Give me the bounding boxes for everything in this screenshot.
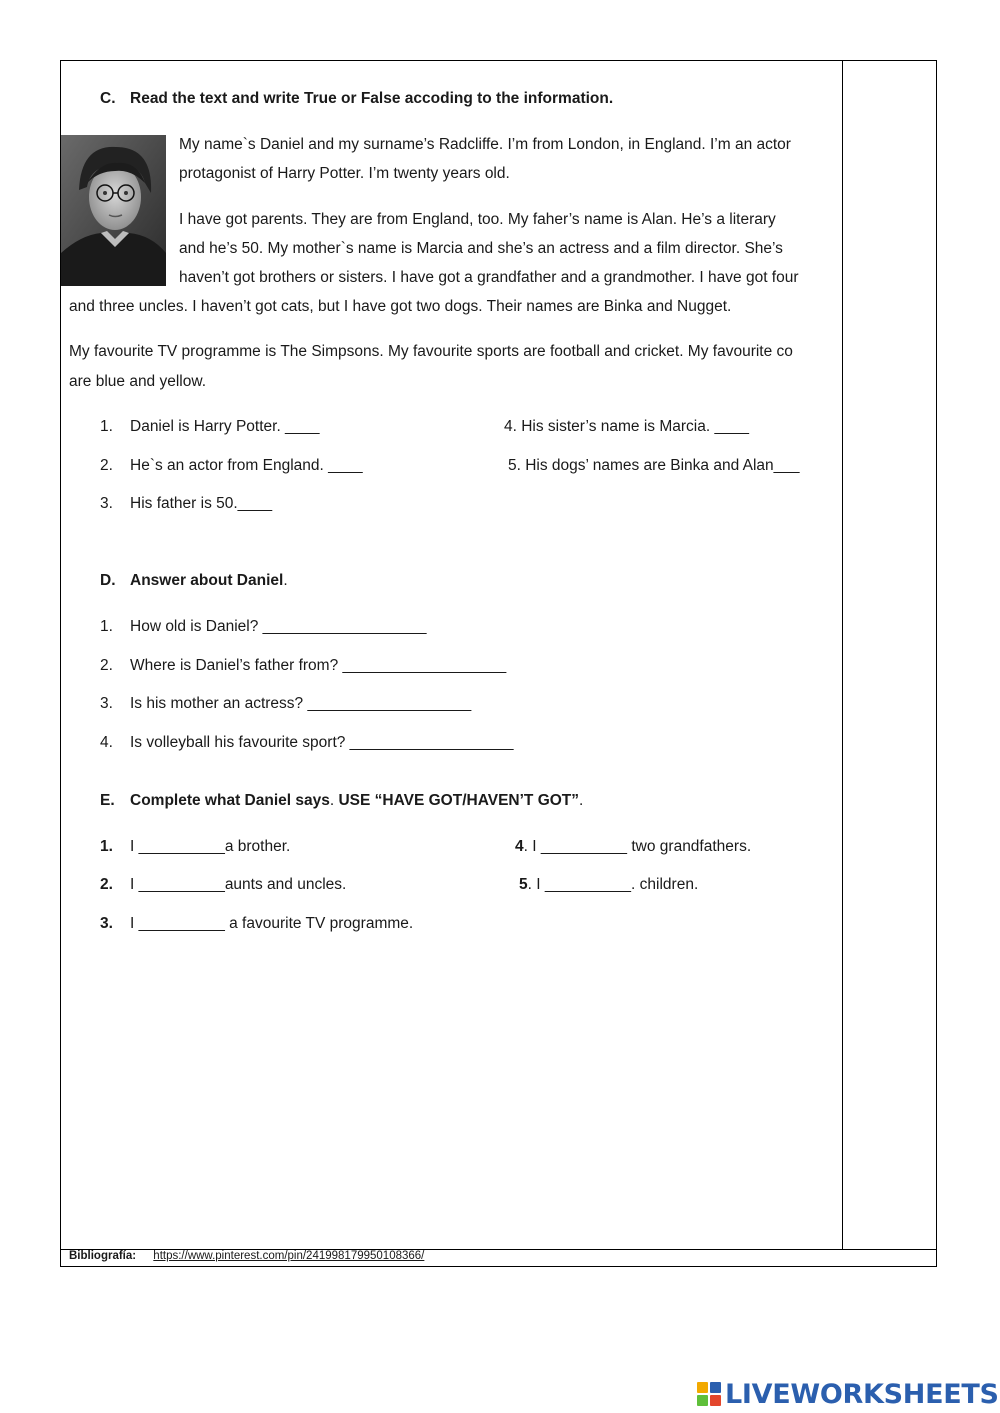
statement-1[interactable]: Daniel is Harry Potter. ____ [130,418,320,435]
logo-square-2 [710,1382,721,1393]
section-e-letter: E. [100,792,115,809]
liveworksheets-logo-icon [697,1382,721,1406]
logo-square-1 [697,1382,708,1393]
question-4-number: 4. [100,734,113,751]
question-3-number: 3. [100,695,113,712]
section-d-title-end: . [283,572,288,589]
statement-5[interactable]: 5. His dogs’ names are Binka and Alan___ [508,457,800,474]
item-5-number: 5 [519,876,528,893]
item-1[interactable]: I __________a brother. [130,838,291,855]
statement-2-number: 2. [100,457,113,474]
logo-square-4 [710,1395,721,1406]
section-c-title: Read the text and write True or False accoding to the information. [130,90,614,107]
item-3-number: 3. [100,915,113,932]
section-d-letter: D. [100,572,116,589]
bibliography-label: Bibliografía: [69,1250,137,1262]
item-4-text: . I __________ two grandfathers. [523,838,752,855]
section-e-title-dot: . [329,792,339,809]
item-3[interactable]: I __________ a favourite TV programme. [130,915,414,932]
section-e-title-end: . [579,792,584,809]
item-5[interactable] [519,876,698,894]
section-c-letter: C. [100,90,116,107]
statement-4[interactable]: 4. His sister’s name is Marcia. ____ [504,418,749,435]
question-2[interactable]: Where is Daniel’s father from? ___________________ [130,657,507,674]
bio-p2-line3: haven’t got brothers or sisters. I have got a grandfather and a grandmother. I have got four [179,269,799,286]
question-1[interactable]: How old is Daniel? ___________________ [130,618,427,635]
question-2-number: 2. [100,657,113,674]
item-1-number: 1. [100,838,113,855]
question-3[interactable]: Is his mother an actress? ___________________ [130,695,472,712]
bibliography [69,1250,424,1262]
statement-1-number: 1. [100,418,113,435]
question-1-number: 1. [100,618,113,635]
bio-p1-line2: protagonist of Harry Potter. I’m twenty years old. [179,165,510,182]
section-d-title: Answer about Daniel [130,572,284,589]
statement-3[interactable]: His father is 50.____ [130,495,273,512]
daniel-photo [61,135,166,286]
bibliography-link[interactable]: https://www.pinterest.com/pin/241998179950108366/ [153,1250,425,1262]
bio-p2-line2: and he’s 50. My mother`s name is Marcia and she’s an actress and a film director. She’s [179,240,783,257]
item-2[interactable]: I __________aunts and uncles. [130,876,347,893]
bio-p3-line2: are blue and yellow. [69,373,207,390]
bio-p2-line4: and three uncles. I haven’t got cats, but I have got two dogs. Their names are Binka and Nugget. [69,298,732,315]
right-column-divider [842,60,843,1250]
bio-p3-line1: My favourite TV programme is The Simpsons. My favourite sports are football and cricket. My favourite co [69,343,793,360]
actor-portrait-image [61,135,166,286]
item-4[interactable] [515,838,751,856]
item-2-number: 2. [100,876,113,893]
section-e-title-b: USE “HAVE GOT/HAVEN’T GOT” [338,792,580,809]
logo-square-3 [697,1395,708,1406]
liveworksheets-logo-text: LIVEWORKSHEETS [725,1378,999,1410]
section-e-heading [130,792,583,810]
section-d-heading [130,572,288,590]
bio-p1-line1: My name`s Daniel and my surname’s Radcliffe. I’m from London, in England. I’m an actor [179,136,791,153]
question-4[interactable]: Is volleyball his favourite sport? ___________________ [130,734,514,751]
statement-2[interactable]: He`s an actor from England. ____ [130,457,363,474]
item-4-number: 4 [515,838,524,855]
liveworksheets-logo[interactable] [697,1378,999,1410]
section-e-title-a: Complete what Daniel says [130,792,330,809]
worksheet-content [61,61,842,1249]
bio-p2-line1: I have got parents. They are from England, too. My faher’s name is Alan. He’s a literary [179,211,776,228]
statement-3-number: 3. [100,495,113,512]
item-5-text: . I __________. children. [527,876,699,893]
